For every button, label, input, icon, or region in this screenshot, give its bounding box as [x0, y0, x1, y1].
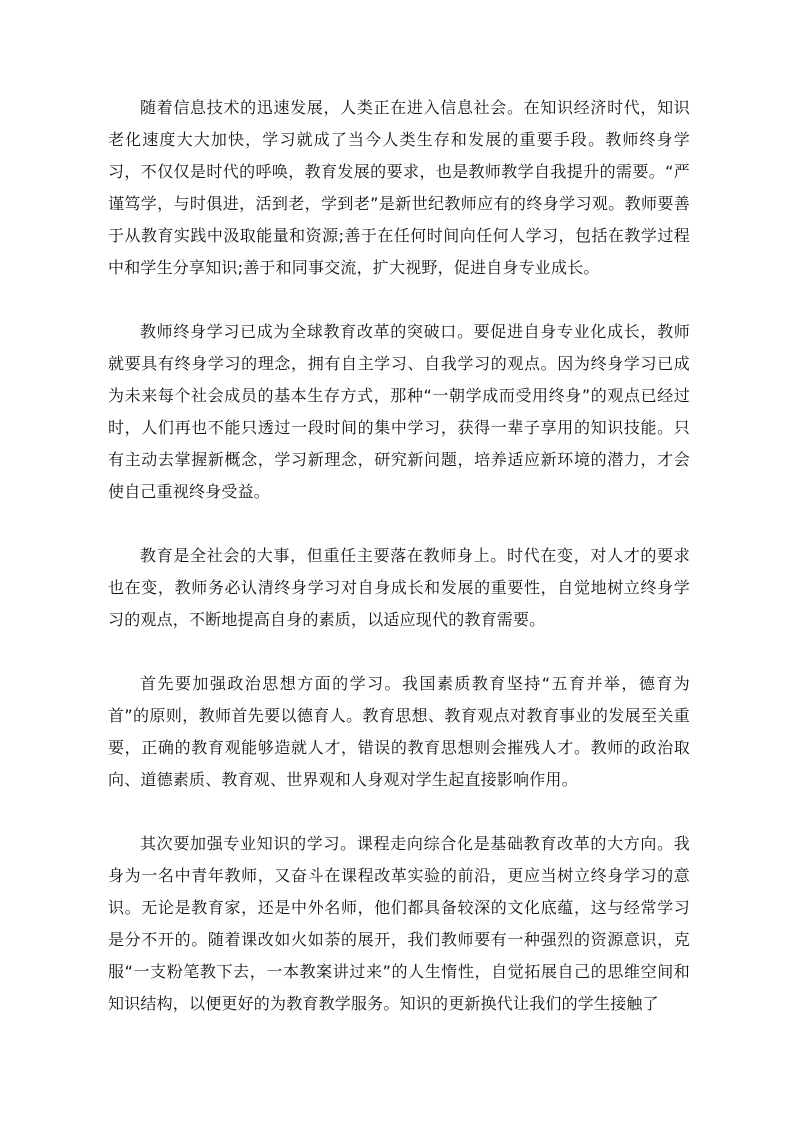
document-body: [108, 92, 690, 1052]
paragraph-1: 随着信息技术的迅速发展，人类正在进入信息社会。在知识经济时代，知识老化速度大大加快，学习就成了当今人类生存和发展的重要手段。教师终身学习，不仅仅是时代的呼唤，教育发展的要求，也是教师教学自我提升的需要。“严谨笃学，与时俱进，活到老，学到老”是新世纪教师应有的终身学习观。教师要善于从教育实践中汲取能量和资源;善于在任何时间向任何人学习，包括在教学过程中和学生分享知识;善于和同事交流，扩大视野，促进自身专业成长。: [108, 98, 690, 277]
paragraph-2: 教师终身学习已成为全球教育改革的突破口。要促进自身专业化成长，教师就要具有终身学习的理念，拥有自主学习、自我学习的观点。因为终身学习已成为未来每个社会成员的基本生存方式，那种“一朝学成而受用终身”的观点已经过时，人们再也不能只透过一段时间的集中学习，获得一辈子享用的知识技能。只有主动去掌握新概念，学习新理念，研究新问题，培养适应新环境的潜力，才会使自己重视终身受益。: [108, 322, 690, 501]
paragraph-5: 其次要加强专业知识的学习。课程走向综合化是基础教育改革的大方向。我身为一名中青年教师，又奋斗在课程改革实验的前沿，更应当树立终身学习的意识。无论是教育家，还是中外名师，他们都具备较深的文化底蕴，这与经常学习是分不开的。随着课改如火如荼的展开，我们教师要有一种强烈的资源意识，克服“一支粉笔教下去，一本教案讲过来”的人生惰性，自觉拓展自己的思维空间和知识结构，以便更好的为教育教学服务。知识的更新换代让我们的学生接触了: [108, 834, 690, 1013]
paragraph-4: 首先要加强政治思想方面的学习。我国素质教育坚持“五育并举，德育为首”的原则，教师首先要以德育人。教育思想、教育观点对教育事业的发展至关重要，正确的教育观能够造就人才，错误的教育思想则会摧残人才。教师的政治取向、道德素质、教育观、世界观和人身观对学生起直接影响作用。: [108, 674, 690, 789]
paragraph-3: 教育是全社会的大事，但重任主要落在教师身上。时代在变，对人才的要求也在变，教师务必认清终身学习对自身成长和发展的重要性，自觉地树立终身学习的观点，不断地提高自身的素质，以适应现代的教育需要。: [108, 546, 690, 629]
